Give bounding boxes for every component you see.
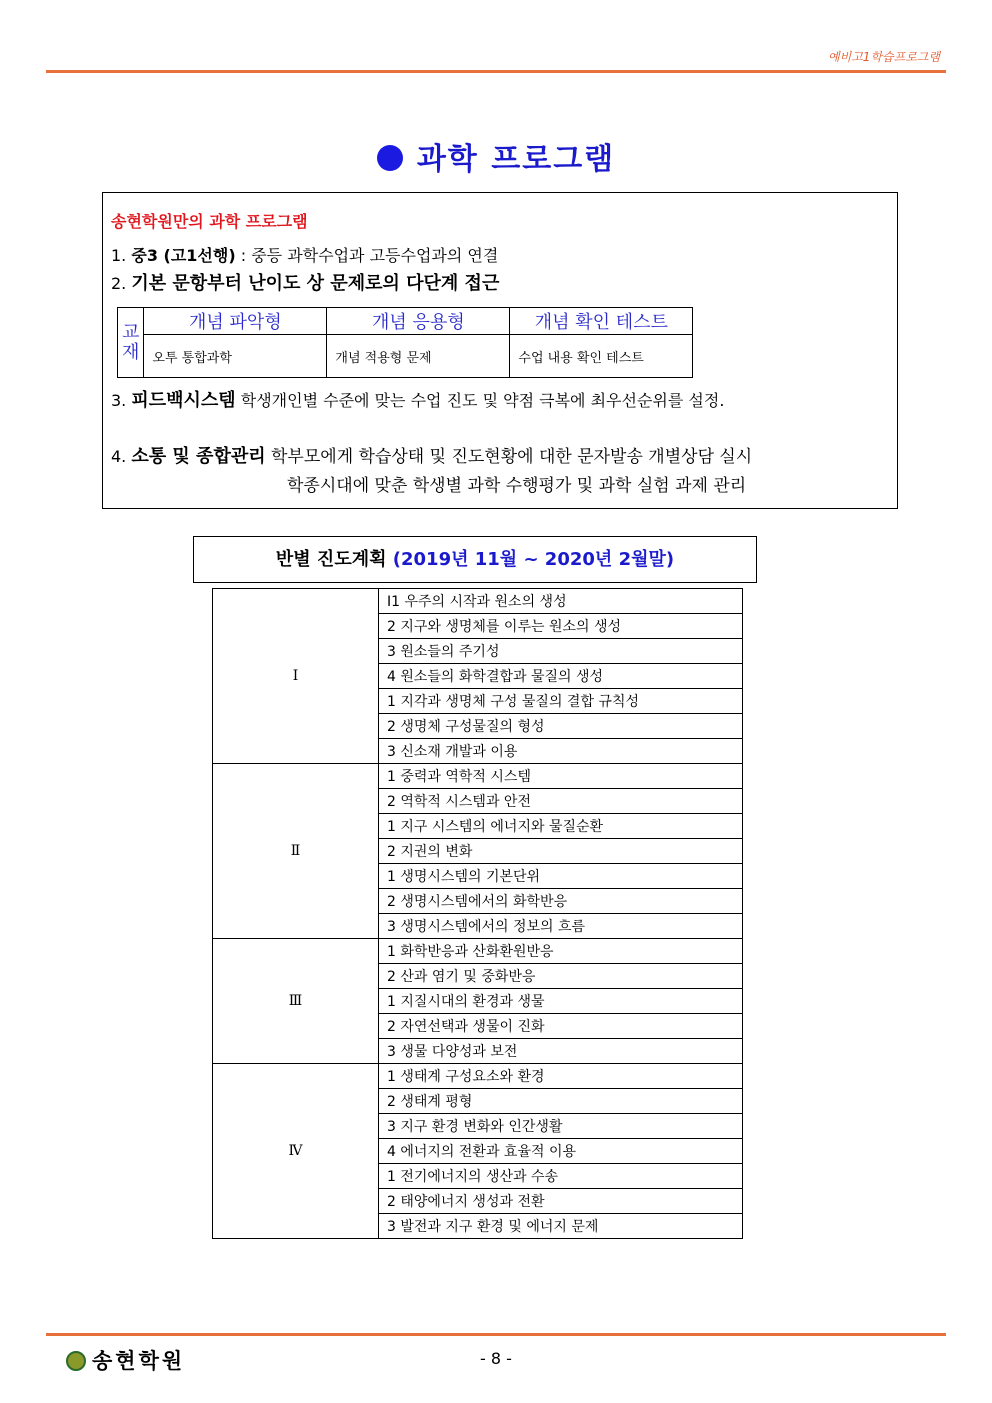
unit-label: Ⅲ — [213, 939, 379, 1064]
plan-title-main: 반별 진도계획 — [275, 549, 387, 570]
topic-cell: 3 생명시스템에서의 정보의 흐름 — [379, 914, 743, 939]
item-4-text-2: 학종시대에 맞춘 학생별 과학 수행평가 및 과학 실험 과제 관리 — [287, 476, 747, 496]
materials-cell-2: 개념 적용형 문제 — [327, 335, 510, 378]
topic-cell: 3 지구 환경 변화와 인간생활 — [379, 1114, 743, 1139]
topic-cell: 1 지각과 생명체 구성 물질의 결합 규칙성 — [379, 689, 743, 714]
item-3-num: 3. — [111, 391, 127, 410]
footer-logo-text: 송현학원 — [92, 1349, 186, 1373]
topic-cell: 2 생태계 평형 — [379, 1089, 743, 1114]
topic-cell: 2 생명체 구성물질의 형성 — [379, 714, 743, 739]
side-char-2: 재 — [122, 341, 140, 363]
materials-header-2: 개념 응용형 — [327, 308, 510, 335]
program-heading: 송현학원만의 과학 프로그램 — [111, 212, 308, 231]
program-item-3 — [111, 386, 724, 412]
materials-cell-1: 오투 통합과학 — [144, 335, 327, 378]
program-item-4 — [111, 442, 752, 468]
topic-cell: 1 생명시스템의 기본단위 — [379, 864, 743, 889]
table-row — [213, 764, 743, 789]
topic-cell: 2 역학적 시스템과 안전 — [379, 789, 743, 814]
topic-cell: 2 산과 염기 및 중화반응 — [379, 964, 743, 989]
materials-table — [117, 307, 693, 378]
unit-label: Ⅱ — [213, 764, 379, 939]
table-row — [213, 939, 743, 964]
item-4-bold: 소통 및 종합관리 — [131, 446, 266, 467]
item-1-text: : 중등 과학수업과 고등수업과의 연결 — [235, 246, 499, 265]
item-2-num: 2. — [111, 274, 127, 293]
topic-cell: Ⅰ1 우주의 시작과 원소의 생성 — [379, 589, 743, 614]
item-1-num: 1. — [111, 246, 127, 265]
topic-cell: 1 지질시대의 환경과 생물 — [379, 989, 743, 1014]
topic-cell: 4 에너지의 전환과 효율적 이용 — [379, 1139, 743, 1164]
program-item-1 — [111, 243, 498, 266]
item-3-bold: 피드백시스템 — [131, 390, 236, 411]
materials-header-3: 개념 확인 테스트 — [510, 308, 693, 335]
page-number: - 8 - — [480, 1349, 512, 1368]
program-box — [102, 192, 898, 509]
topic-cell: 2 태양에너지 생성과 전환 — [379, 1189, 743, 1214]
topic-cell: 1 지구 시스템의 에너지와 물질순환 — [379, 814, 743, 839]
topic-cell: 1 전기에너지의 생산과 수송 — [379, 1164, 743, 1189]
materials-side-label — [118, 308, 144, 378]
item-2-bold: 기본 문항부터 난이도 상 문제로의 다단계 접근 — [131, 273, 500, 294]
plan-table — [212, 588, 743, 1239]
item-4-text: 학부모에게 학습상태 및 진도현황에 대한 문자발송 개별상담 실시 — [265, 447, 753, 467]
materials-cell-3: 수업 내용 확인 테스트 — [510, 335, 693, 378]
item-1-bold: 중3 (고1선행) — [131, 246, 236, 265]
page-title-text: 과학 프로그램 — [416, 142, 616, 177]
topic-cell: 3 신소재 개발과 이용 — [379, 739, 743, 764]
side-char-1: 교 — [122, 321, 140, 343]
header-divider — [46, 70, 946, 73]
item-3-text: 학생개인별 수준에 맞는 수업 진도 및 약점 극복에 최우선순위를 설정. — [235, 391, 725, 410]
table-row — [213, 589, 743, 614]
header-program-label: 예비고1학습프로그램 — [828, 50, 940, 64]
topic-cell: 1 중력과 역학적 시스템 — [379, 764, 743, 789]
unit-label: Ⅳ — [213, 1064, 379, 1239]
topic-cell: 3 생물 다양성과 보전 — [379, 1039, 743, 1064]
topic-cell: 2 생명시스템에서의 화학반응 — [379, 889, 743, 914]
topic-cell: 4 원소들의 화학결합과 물질의 생성 — [379, 664, 743, 689]
materials-header-1: 개념 파악형 — [144, 308, 327, 335]
footer-divider — [46, 1333, 946, 1336]
plan-title — [193, 536, 757, 583]
topic-cell: 1 생태계 구성요소와 환경 — [379, 1064, 743, 1089]
item-4-num: 4. — [111, 447, 127, 466]
topic-cell: 2 지권의 변화 — [379, 839, 743, 864]
plan-title-period: (2019년 11월 ~ 2020년 2월말) — [392, 549, 675, 570]
topic-cell: 1 화학반응과 산화환원반응 — [379, 939, 743, 964]
table-row — [213, 1064, 743, 1089]
bullet-dot-icon — [377, 145, 403, 171]
topic-cell: 2 지구와 생명체를 이루는 원소의 생성 — [379, 614, 743, 639]
program-item-2 — [111, 269, 499, 295]
topic-cell: 3 발전과 지구 환경 및 에너지 문제 — [379, 1214, 743, 1239]
page-title — [0, 134, 992, 178]
topic-cell: 3 원소들의 주기성 — [379, 639, 743, 664]
unit-label: Ⅰ — [213, 589, 379, 764]
topic-cell: 2 자연선택과 생물이 진화 — [379, 1014, 743, 1039]
